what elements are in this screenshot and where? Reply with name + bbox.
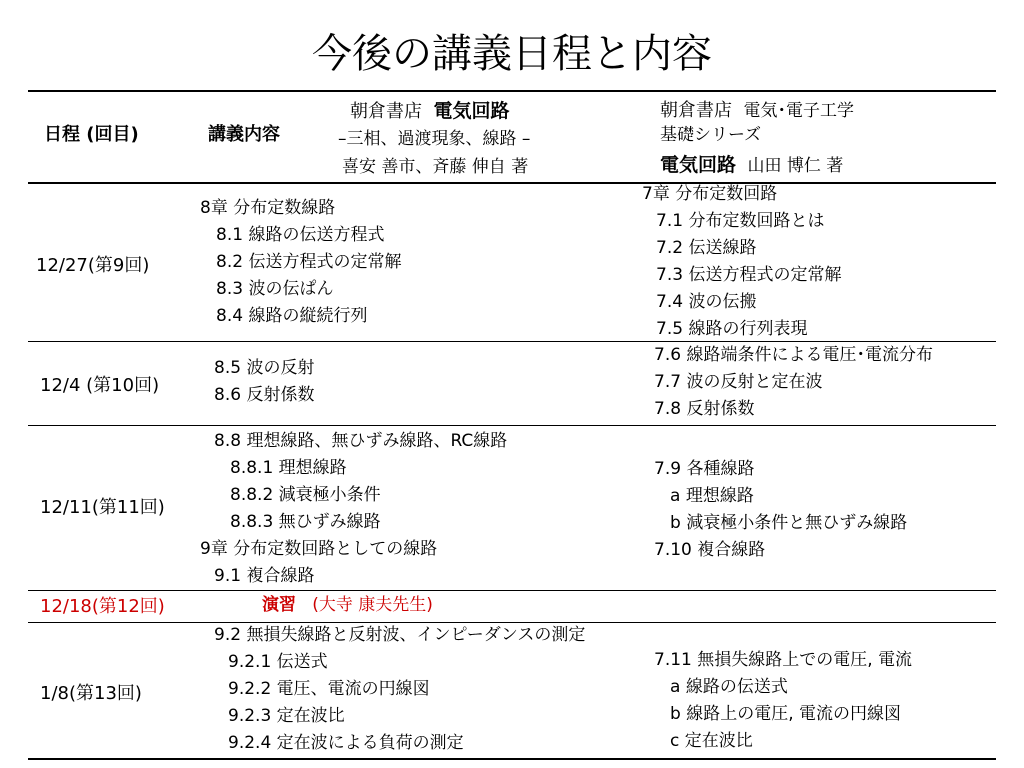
row-date: 12/4 (第10回) [40, 375, 160, 396]
content-line: 8.8.3 無ひずみ線路 [230, 512, 381, 532]
row-date: 12/11(第11回) [40, 497, 165, 518]
book1-authors: 喜安 善市、斉藤 伸自 著 [342, 157, 529, 177]
book1-subtitle: –三相、過渡現象、線路 – [338, 129, 531, 149]
book2-authors: 山田 博仁 著 [747, 156, 844, 176]
content-line: 8.8 理想線路、無ひずみ線路、RC線路 [214, 431, 508, 451]
content-line: 8.5 波の反射 [214, 358, 315, 378]
book2-line: c 定在波比 [670, 731, 753, 751]
content-line: 8.6 反射係数 [214, 385, 315, 405]
book2-title-line [660, 152, 843, 180]
exercise-teacher: (大寺 康夫先生) [312, 595, 433, 615]
content-line: 8.1 線路の伝送方程式 [216, 225, 385, 245]
book2-line: 7.5 線路の行列表現 [656, 319, 808, 339]
book2-line: a 理想線路 [670, 486, 754, 506]
book2-line: 7.1 分布定数回路とは [656, 211, 825, 231]
book2-line: 7.11 無損失線路上での電圧, 電流 [654, 650, 913, 670]
book2-line: b 線路上の電圧, 電流の円線図 [670, 704, 902, 724]
book2-series1: 電気･電子工学 [743, 101, 854, 121]
book2-line: 7.6 線路端条件による電圧･電流分布 [654, 345, 933, 365]
book2-line: 7.9 各種線路 [654, 459, 755, 479]
book2-line: 7.4 波の伝搬 [656, 292, 757, 312]
header-date-column: 日程 (回目) [44, 124, 139, 145]
row-rule [28, 590, 996, 591]
table-top-rule [28, 90, 996, 92]
book2-header [660, 98, 854, 125]
content-line: 9.2.2 電圧、電流の円線図 [228, 679, 430, 699]
header-rule [28, 182, 996, 184]
exercise-label: 演習 [262, 595, 296, 615]
exercise-row [262, 592, 433, 619]
row-date: 12/27(第9回) [36, 255, 150, 276]
book1-title: 電気回路 [433, 100, 510, 122]
book2-line: 7章 分布定数回路 [642, 184, 778, 204]
row-date: 1/8(第13回) [40, 683, 142, 704]
row-rule [28, 425, 996, 426]
book2-title: 電気回路 [660, 154, 737, 176]
content-line: 9章 分布定数回路としての線路 [200, 539, 438, 559]
content-line: 9.2 無損失線路と反射波、インピーダンスの測定 [214, 625, 586, 645]
book2-line: a 線路の伝送式 [670, 677, 788, 697]
book2-line: 7.2 伝送線路 [656, 238, 757, 258]
content-line: 9.2.3 定在波比 [228, 706, 345, 726]
book2-line: 7.3 伝送方程式の定常解 [656, 265, 842, 285]
content-line: 9.1 複合線路 [214, 566, 315, 586]
content-line: 9.2.1 伝送式 [228, 652, 328, 672]
content-line: 9.2.4 定在波による負荷の測定 [228, 733, 464, 753]
content-line: 8.2 伝送方程式の定常解 [216, 252, 402, 272]
content-line: 8.8.2 減衰極小条件 [230, 485, 381, 505]
page-title: 今後の講義日程と内容 [312, 31, 712, 77]
book2-series2: 基礎シリーズ [660, 125, 762, 145]
book2-line: 7.8 反射係数 [654, 399, 755, 419]
book1-header [350, 98, 509, 125]
content-line: 8.8.1 理想線路 [230, 458, 347, 478]
book1-publisher: 朝倉書店 [350, 101, 422, 122]
book2-line: b 減衰極小条件と無ひずみ線路 [670, 513, 908, 533]
header-content-column: 講義内容 [208, 124, 280, 145]
book2-line: 7.7 波の反射と定在波 [654, 372, 823, 392]
content-line: 8章 分布定数線路 [200, 198, 336, 218]
content-line: 8.4 線路の縦続行列 [216, 306, 368, 326]
content-line: 8.3 波の伝ぱん [216, 279, 334, 299]
book2-publisher: 朝倉書店 [660, 100, 732, 121]
table-bottom-rule [28, 758, 996, 760]
exercise-date: 12/18(第12回) [40, 596, 165, 617]
book2-line: 7.10 複合線路 [654, 540, 766, 560]
